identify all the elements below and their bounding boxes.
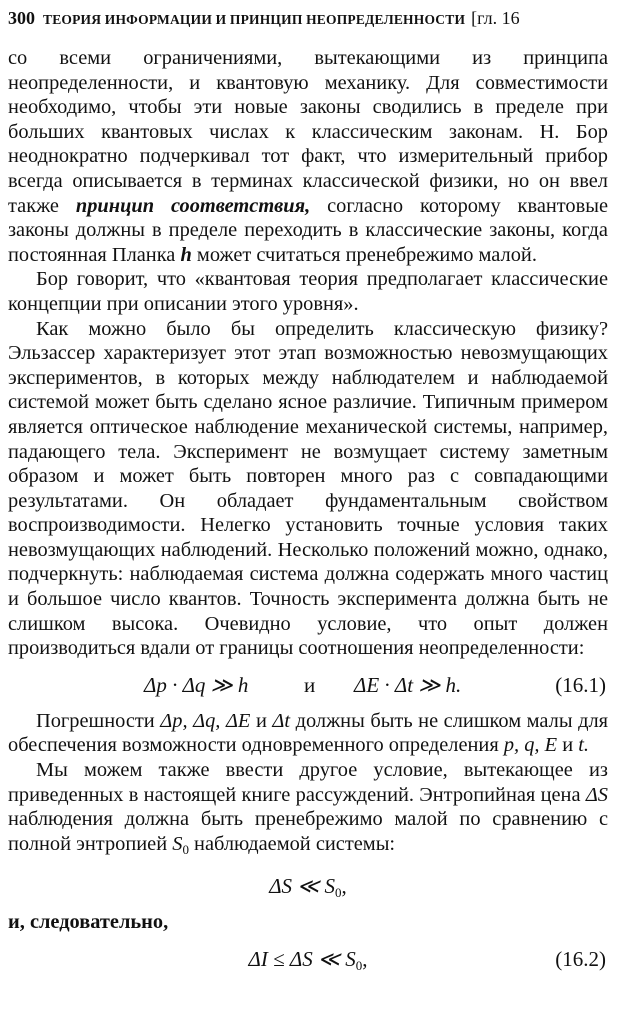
p4-v3: E <box>544 734 558 757</box>
p4-s3: ΔE <box>225 709 251 732</box>
p1-term: принцип соответствия, <box>75 194 311 217</box>
eq3-tail: , <box>362 947 368 971</box>
p5-middle: наблюдения должна быть пренебрежимо малой по сравнению с полной энтропией <box>8 808 608 855</box>
equation-16-1 <box>8 661 608 709</box>
p1-before: со всеми ограничениями, вытекающими из принципа неопределенности, и квантовую механику. Для совместимости необходимо, чтобы эти новые законы сводились в пределе при больших квантовых числах к классическим законам. Н. Бор неоднократно подчеркивал тот факт, что измерительный прибор всегда описывается в терминах классической физики, но он ввел также <box>8 47 608 217</box>
p4-mid: должны быть не слишком малы для обеспечения возможности одновременного определения <box>8 709 609 757</box>
page-number: 300 <box>8 8 35 28</box>
p5-sub2: 0 <box>182 841 189 857</box>
p5-sym2: S <box>172 832 183 855</box>
eq1-conj: и <box>304 672 316 697</box>
eq2-text: ΔS ≪ S <box>269 874 336 899</box>
eq3-sub: 0 <box>355 958 363 973</box>
p4-start: Погрешности <box>36 709 161 732</box>
p1-symbol: h <box>180 243 192 266</box>
eq1-number: (16.1) <box>555 672 606 697</box>
p4-v1: p, <box>503 734 520 757</box>
p1-middle: согласно которому квантовые законы должны в пределе переходить в классические законы, когда постоянная Планка <box>8 194 608 266</box>
paragraph-1 <box>8 46 608 267</box>
eq1-part1: Δp · Δq ≫ h <box>144 672 249 697</box>
p5-sym1: ΔS <box>585 783 608 806</box>
p4-s1: Δp, <box>160 709 188 732</box>
eq2-tail: , <box>341 874 347 899</box>
page-header <box>8 6 608 32</box>
eq3-number: (16.2) <box>555 947 606 971</box>
p4-v4: t. <box>578 734 589 757</box>
paragraph-5 <box>8 758 608 862</box>
line-and-therefore: и, следовательно, <box>8 911 169 934</box>
body-text <box>8 46 608 983</box>
eq1-part2: ΔE · Δt ≫ h. <box>354 672 462 697</box>
p4-and1: и <box>255 709 267 732</box>
paragraph-3: Как можно было бы определить классическую физику? Эльзассер характеризует этот этап возможностью невозмущающих экспериментов, в которых между наблюдателем и наблюдаемой системой может быть сделано ясное различие. Типичным примером является оптическое наблюдение механической системы, например, падающего тела. Эксперимент не возмущает систему заметным образом и может быть повторен много раз с совпадающими результатами. Он обладает фундаментальным свойством воспроизводимости. Нелегко установить точные условия таких невозмущающих наблюдений. Несколько положений можно, однако, подчеркнуть: наблюдаемая система должна содержать много частиц и большое число квантов. Точность эксперимента должна быть не слишком высока. Очевидно условие, что опыт должен производиться вдали от границы соотношения неопределенности: <box>8 317 608 660</box>
eq3-text: ΔI ≤ ΔS ≪ S <box>248 947 356 971</box>
paragraph-4 <box>8 709 608 758</box>
running-head: ТЕОРИЯ ИНФОРМАЦИИ И ПРИНЦИП НЕОПРЕДЕЛЕННОСТИ <box>43 12 466 27</box>
p4-s2: Δq, <box>193 709 221 732</box>
chapter-marker: [гл. 16 <box>471 8 520 28</box>
p1-after: может считаться пренебрежимо малой. <box>191 243 537 266</box>
p4-v2: q, <box>524 734 540 757</box>
p5-after: наблюдаемой системы: <box>188 832 396 855</box>
p5-before: Мы можем также ввести другое условие, вытекающее из приведенных в настоящей книге рассуждений. Энтропийная цена <box>8 759 608 806</box>
p4-and2: и <box>562 734 574 757</box>
equation-entropy <box>8 862 608 910</box>
eq2-sub: 0 <box>335 885 342 901</box>
p4-s4: Δt <box>272 709 291 732</box>
paragraph-2: Бор говорит, что «квантовая теория предполагает классические концепции при описании этого уровня». <box>8 268 608 315</box>
equation-16-2 <box>8 935 608 983</box>
